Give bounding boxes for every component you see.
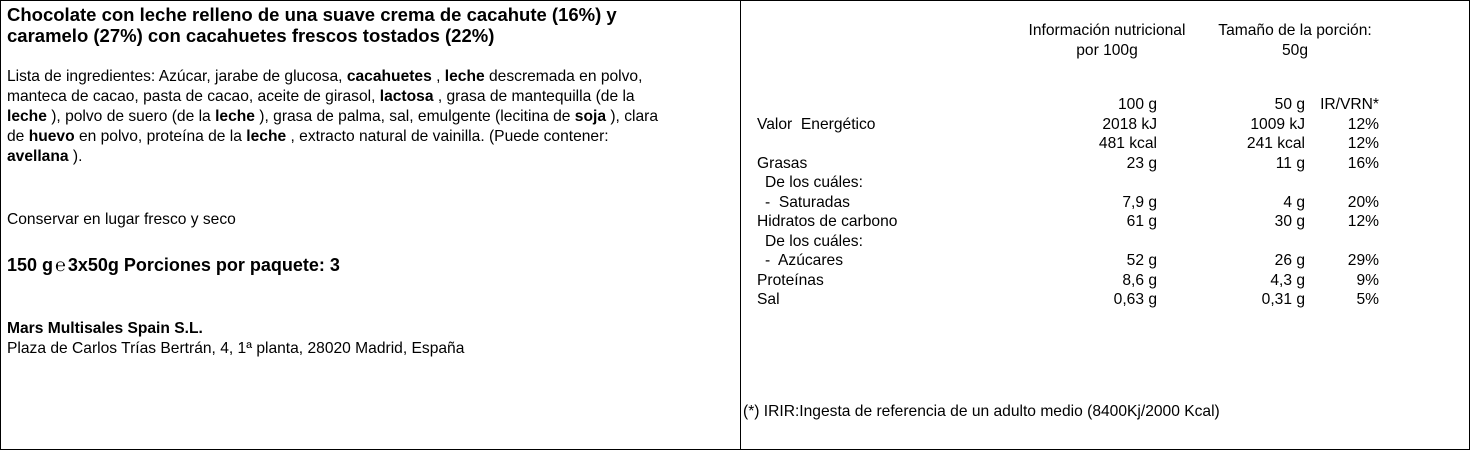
allergen-text: leche bbox=[246, 128, 287, 145]
ingredient-text: Lista de ingredientes: Azúcar, jarabe de glucosa, bbox=[7, 68, 347, 85]
value-ir-percent: 12% bbox=[1347, 135, 1379, 152]
net-weight bbox=[7, 255, 340, 276]
net-weight-value: 150 g bbox=[7, 255, 54, 275]
allergen-text: leche bbox=[215, 108, 255, 125]
ingredient-text: de bbox=[7, 128, 29, 145]
nutrient-label: De los cuáles: bbox=[765, 174, 863, 191]
nutrition-row bbox=[757, 291, 1397, 311]
value-ir-percent: 9% bbox=[1356, 271, 1379, 289]
nutrition-row bbox=[757, 272, 1397, 292]
nutrition-row bbox=[757, 155, 1397, 175]
footnote: (*) IRIR:Ingesta de referencia de un adulto medio (8400Kj/2000 Kcal) bbox=[743, 403, 1220, 420]
nutrition-header-portion bbox=[1200, 21, 1390, 61]
value-per-100g: 8,6 g bbox=[1122, 271, 1157, 289]
allergen-text: avellana bbox=[7, 148, 69, 165]
value-ir-percent: 29% bbox=[1347, 252, 1379, 269]
allergen-text: leche bbox=[444, 68, 485, 85]
value-per-portion: 0,31 g bbox=[1261, 291, 1305, 308]
header-portion-line: 50g bbox=[1281, 42, 1309, 59]
ingredient-text: ). bbox=[68, 148, 83, 165]
col-header-50g: 50 g bbox=[1274, 96, 1305, 113]
value-per-100g: 61 g bbox=[1126, 213, 1157, 230]
nutrition-row bbox=[757, 252, 1397, 272]
header-per100-line: Información nutricional bbox=[1028, 22, 1186, 39]
ingredient-text: , extracto natural de vainilla. (Puede contener: bbox=[286, 128, 609, 145]
allergen-text: leche bbox=[7, 108, 47, 125]
value-per-portion: 241 kcal bbox=[1246, 135, 1305, 152]
ingredient-text: , grasa de mantequilla (de la bbox=[433, 88, 635, 105]
nutrition-row bbox=[757, 213, 1397, 233]
value-per-portion: 11 g bbox=[1275, 154, 1305, 172]
value-per-portion: 26 g bbox=[1274, 252, 1305, 269]
nutrition-row bbox=[757, 194, 1397, 214]
value-per-100g: 2018 kJ bbox=[1102, 115, 1157, 133]
nutrition-header-per100 bbox=[1010, 21, 1204, 61]
nutrient-label: Grasas bbox=[757, 154, 808, 172]
storage-instructions: Conservar en lugar fresco y seco bbox=[7, 211, 236, 228]
nutrition-row bbox=[757, 116, 1397, 136]
allergen-text: soja bbox=[574, 108, 606, 125]
allergen-text: cacahuetes bbox=[346, 68, 432, 85]
nutrient-label: Valor Energético bbox=[757, 115, 876, 133]
value-ir-percent: 5% bbox=[1356, 291, 1379, 308]
estimated-sign-icon: ℮ bbox=[55, 255, 66, 275]
nutrition-rows bbox=[757, 116, 1397, 311]
value-per-portion: 4 g bbox=[1283, 193, 1305, 211]
ingredient-text: en polvo, proteína de la bbox=[74, 128, 247, 145]
value-per-100g: 481 kcal bbox=[1098, 135, 1157, 152]
col-header-100g: 100 g bbox=[1117, 96, 1157, 113]
ingredient-text: ), clara bbox=[606, 108, 658, 125]
value-per-100g: 23 g bbox=[1126, 154, 1157, 172]
value-ir-percent: 16% bbox=[1347, 154, 1379, 172]
nutrient-label: - Azúcares bbox=[765, 252, 843, 269]
ingredients-list bbox=[7, 67, 727, 167]
nutrient-label: Proteínas bbox=[757, 271, 824, 289]
ingredient-text: descremada en polvo, bbox=[484, 68, 643, 85]
nutrition-column-headers bbox=[757, 96, 1397, 116]
nutrition-row bbox=[757, 135, 1397, 155]
value-ir-percent: 12% bbox=[1347, 213, 1379, 230]
value-per-portion: 1009 kJ bbox=[1250, 115, 1305, 133]
product-title bbox=[7, 4, 732, 46]
nutrition-row bbox=[757, 174, 1397, 194]
nutrient-label: Sal bbox=[757, 291, 780, 308]
company-address: Plaza de Carlos Trías Bertrán, 4, 1ª planta, 28020 Madrid, España bbox=[7, 340, 465, 357]
header-per100-line: por 100g bbox=[1076, 42, 1138, 59]
allergen-text: lactosa bbox=[379, 88, 434, 105]
col-header-ir: IR/VRN* bbox=[1320, 96, 1379, 113]
nutrient-label: De los cuáles: bbox=[765, 232, 863, 250]
value-ir-percent: 12% bbox=[1347, 115, 1379, 133]
ingredient-text: ), polvo de suero (de la bbox=[46, 108, 216, 125]
nutrient-label: - Saturadas bbox=[765, 193, 850, 211]
nutrition-row bbox=[757, 233, 1397, 253]
value-per-100g: 0,63 g bbox=[1113, 291, 1157, 308]
ingredient-text: ), grasa de palma, sal, emulgente (lecitina de bbox=[254, 108, 575, 125]
ingredient-text: manteca de cacao, pasta de cacao, aceite de girasol, bbox=[7, 88, 380, 105]
value-ir-percent: 20% bbox=[1347, 193, 1379, 211]
product-title-line1: Chocolate con leche relleno de una suave crema de cacahute (16%) y bbox=[7, 4, 617, 25]
column-divider bbox=[740, 0, 741, 450]
value-per-100g: 7,9 g bbox=[1122, 193, 1157, 211]
nutrient-label: Hidratos de carbono bbox=[757, 213, 898, 230]
value-per-100g: 52 g bbox=[1126, 252, 1157, 269]
portions-info: 3x50g Porciones por paquete: 3 bbox=[67, 255, 340, 275]
company-name: Mars Multisales Spain S.L. bbox=[7, 320, 203, 337]
header-portion-line: Tamaño de la porción: bbox=[1218, 22, 1372, 39]
value-per-portion: 30 g bbox=[1274, 213, 1305, 230]
allergen-text: huevo bbox=[28, 128, 75, 145]
nutrition-table bbox=[757, 96, 1397, 311]
ingredient-text: , bbox=[431, 68, 445, 85]
value-per-portion: 4,3 g bbox=[1270, 271, 1305, 289]
product-title-line2: caramelo (27%) con cacahuetes frescos tostados (22%) bbox=[7, 25, 495, 46]
